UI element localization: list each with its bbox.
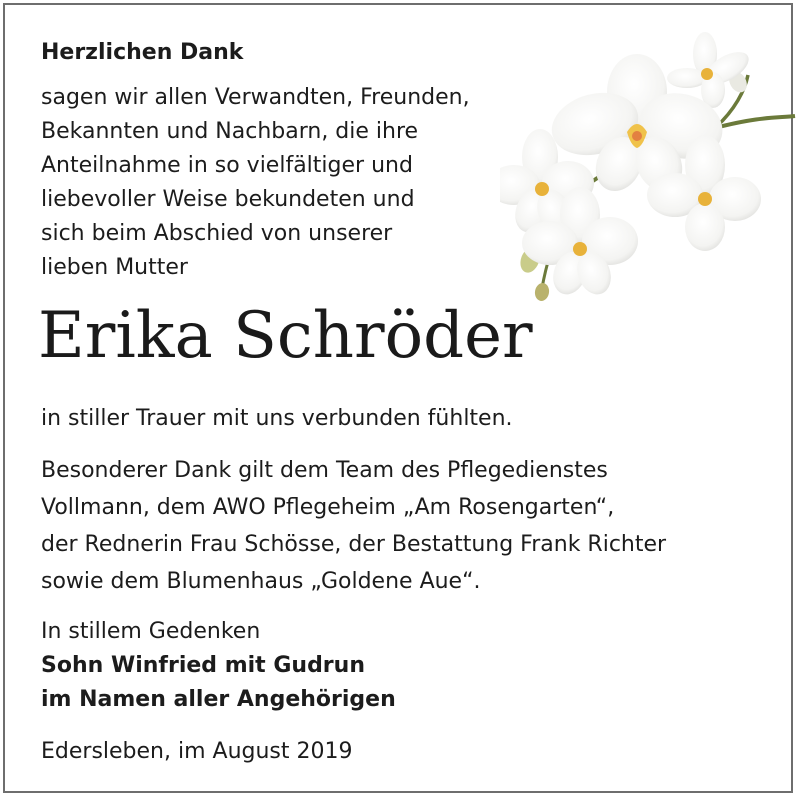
intro-text <box>41 81 470 285</box>
intro-line: Anteilnahme in so vielfältiger und <box>41 153 413 178</box>
remembrance-line: In stillem Gedenken <box>41 619 261 644</box>
intro-line: liebevoller Weise bekundeten und <box>41 187 415 212</box>
intro-line: sagen wir allen Verwandten, Freunden, <box>41 85 470 110</box>
signature-block <box>41 615 396 717</box>
special-thanks-line: der Rednerin Frau Schösse, der Bestattung Frank Richter <box>41 532 667 557</box>
special-thanks-line: Besonderer Dank gilt dem Team des Pflegedienstes <box>41 458 608 483</box>
thanks-heading: Herzlichen Dank <box>41 40 244 65</box>
orchid-image <box>500 30 800 305</box>
deceased-name: Erika Schröder <box>38 299 533 373</box>
intro-line: lieben Mutter <box>41 255 188 280</box>
special-thanks-text <box>41 452 666 600</box>
signatory-line: im Namen aller Angehörigen <box>41 687 396 712</box>
signatory-line: Sohn Winfried mit Gudrun <box>41 653 365 678</box>
intro-line: Bekannten und Nachbarn, die ihre <box>41 119 419 144</box>
closing-line: in stiller Trauer mit uns verbunden fühlten. <box>41 406 513 431</box>
special-thanks-line: sowie dem Blumenhaus „Goldene Aue“. <box>41 569 481 594</box>
place-date: Edersleben, im August 2019 <box>41 739 353 764</box>
special-thanks-line: Vollmann, dem AWO Pflegeheim „Am Rosengarten“, <box>41 495 615 520</box>
intro-line: sich beim Abschied von unserer <box>41 221 393 246</box>
